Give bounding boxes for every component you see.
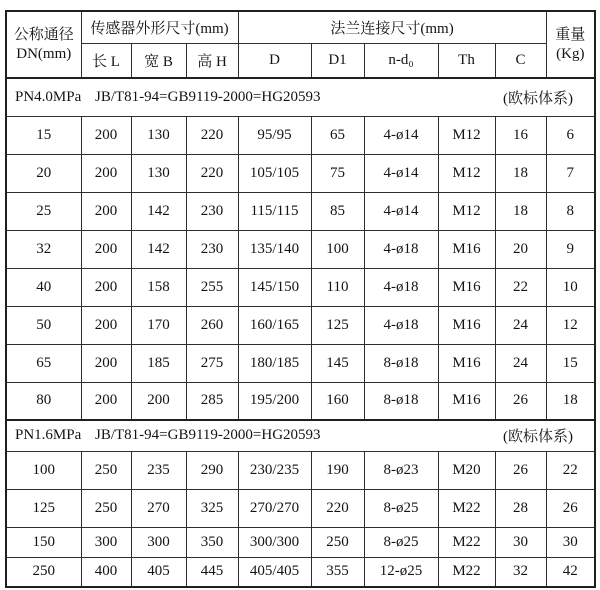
table-cell: 65 xyxy=(311,116,364,154)
table-cell: 160/165 xyxy=(238,306,311,344)
table-cell: 405/405 xyxy=(238,557,311,587)
table-row xyxy=(6,382,595,420)
table-cell: 200 xyxy=(81,192,131,230)
table-cell: 16 xyxy=(495,116,546,154)
table-cell: M22 xyxy=(438,527,495,557)
table-cell: 300 xyxy=(131,527,186,557)
pressure-section-content xyxy=(7,87,581,108)
pressure-section-row xyxy=(6,420,595,451)
dn-value-cell: 250 xyxy=(6,557,81,587)
table-cell: 115/115 xyxy=(238,192,311,230)
table-cell: 220 xyxy=(186,154,238,192)
table-cell: 105/105 xyxy=(238,154,311,192)
table-cell: 95/95 xyxy=(238,116,311,154)
pressure-rating-label: PN1.6MPa xyxy=(15,427,82,444)
table-cell: M16 xyxy=(438,382,495,420)
table-cell: 9 xyxy=(546,230,595,268)
table-cell: M16 xyxy=(438,306,495,344)
standard-system-note: (欧标体系) xyxy=(503,429,573,446)
table-cell: 135/140 xyxy=(238,230,311,268)
table-cell: 170 xyxy=(131,306,186,344)
table-cell: M12 xyxy=(438,116,495,154)
dn-value-cell: 20 xyxy=(6,154,81,192)
table-row xyxy=(6,557,595,587)
table-cell: 6 xyxy=(546,116,595,154)
table-cell: 200 xyxy=(81,268,131,306)
dn-value-cell: 150 xyxy=(6,527,81,557)
pressure-section-row xyxy=(6,78,595,116)
table-cell: M22 xyxy=(438,557,495,587)
col-header-weight xyxy=(546,11,595,78)
col-header-thread: Th xyxy=(438,43,495,78)
table-row xyxy=(6,489,595,527)
table-row xyxy=(6,527,595,557)
table-cell: 130 xyxy=(131,154,186,192)
weight-label-line1: 重量 xyxy=(555,26,586,43)
table-cell: 250 xyxy=(81,489,131,527)
table-cell: 8-ø25 xyxy=(364,527,438,557)
table-cell: 100 xyxy=(311,230,364,268)
table-cell: 350 xyxy=(186,527,238,557)
table-cell: 24 xyxy=(495,306,546,344)
table-cell: 158 xyxy=(131,268,186,306)
table-cell: 200 xyxy=(81,230,131,268)
table-cell: 22 xyxy=(495,268,546,306)
table-cell: 142 xyxy=(131,230,186,268)
table-cell: 445 xyxy=(186,557,238,587)
dn-value-cell: 32 xyxy=(6,230,81,268)
table-row xyxy=(6,451,595,489)
table-cell: 195/200 xyxy=(238,382,311,420)
table-cell: 200 xyxy=(81,116,131,154)
table-cell: 220 xyxy=(311,489,364,527)
table-cell: 190 xyxy=(311,451,364,489)
table-cell: 85 xyxy=(311,192,364,230)
table-cell: M20 xyxy=(438,451,495,489)
table-cell: 285 xyxy=(186,382,238,420)
table-cell: 4-ø18 xyxy=(364,306,438,344)
table-cell: 355 xyxy=(311,557,364,587)
table-cell: 20 xyxy=(495,230,546,268)
table-cell: 26 xyxy=(495,451,546,489)
dn-value-cell: 80 xyxy=(6,382,81,420)
table-cell: 405 xyxy=(131,557,186,587)
col-header-length: 长 L xyxy=(81,43,131,78)
table-cell: 255 xyxy=(186,268,238,306)
table-row xyxy=(6,192,595,230)
col-header-width: 宽 B xyxy=(131,43,186,78)
table-cell: M22 xyxy=(438,489,495,527)
pressure-section-cell xyxy=(6,78,595,116)
table-cell: 125 xyxy=(311,306,364,344)
table-cell: 26 xyxy=(546,489,595,527)
col-header-bolt-holes: n-d₀ xyxy=(364,43,438,78)
table-cell: 250 xyxy=(81,451,131,489)
table-cell: M16 xyxy=(438,230,495,268)
dn-label-line2: DN(mm) xyxy=(16,45,72,62)
table-row xyxy=(6,230,595,268)
table-cell: 200 xyxy=(81,306,131,344)
table-cell: 22 xyxy=(546,451,595,489)
table-cell: 4-ø18 xyxy=(364,230,438,268)
dn-value-cell: 65 xyxy=(6,344,81,382)
table-cell: 270 xyxy=(131,489,186,527)
table-cell: 300 xyxy=(81,527,131,557)
dn-value-cell: 100 xyxy=(6,451,81,489)
table-row xyxy=(6,306,595,344)
col-header-c: C xyxy=(495,43,546,78)
table-cell: 145 xyxy=(311,344,364,382)
table-cell: 260 xyxy=(186,306,238,344)
table-cell: 230 xyxy=(186,192,238,230)
col-group-sensor-dimensions: 传感器外形尺寸(mm) xyxy=(81,11,238,43)
table-header xyxy=(6,11,595,78)
table-row xyxy=(6,344,595,382)
dn-value-cell: 25 xyxy=(6,192,81,230)
dn-value-cell: 40 xyxy=(6,268,81,306)
table-cell: 250 xyxy=(311,527,364,557)
table-cell: 75 xyxy=(311,154,364,192)
table-cell: 26 xyxy=(495,382,546,420)
table-cell: 275 xyxy=(186,344,238,382)
pressure-section-cell xyxy=(6,420,595,451)
table-cell: 230/235 xyxy=(238,451,311,489)
table-cell: 230 xyxy=(186,230,238,268)
table-cell: 30 xyxy=(495,527,546,557)
table-cell: 180/185 xyxy=(238,344,311,382)
col-header-d: D xyxy=(238,43,311,78)
table-cell: 4-ø14 xyxy=(364,116,438,154)
table-cell: 160 xyxy=(311,382,364,420)
table-cell: 15 xyxy=(546,344,595,382)
table-row xyxy=(6,116,595,154)
table-cell: 4-ø14 xyxy=(364,192,438,230)
table-cell: 142 xyxy=(131,192,186,230)
standard-code-label: JB/T81-94=GB9119-2000=HG20593 xyxy=(95,427,321,444)
weight-label-line2: (Kg) xyxy=(556,45,585,62)
table-cell: 8-ø18 xyxy=(364,344,438,382)
table-cell: 32 xyxy=(495,557,546,587)
table-cell: 300/300 xyxy=(238,527,311,557)
pressure-section-content xyxy=(7,425,581,446)
header-row-subcolumns xyxy=(6,43,595,78)
table-body xyxy=(6,78,595,587)
table-cell: M16 xyxy=(438,268,495,306)
col-group-flange-dimensions: 法兰连接尺寸(mm) xyxy=(238,11,546,43)
flange-spec-table xyxy=(5,10,596,588)
standard-system-note: (欧标体系) xyxy=(503,90,573,107)
table-cell: 7 xyxy=(546,154,595,192)
table-cell: 270/270 xyxy=(238,489,311,527)
header-row-groups xyxy=(6,11,595,43)
table-cell: 200 xyxy=(81,382,131,420)
table-cell: 400 xyxy=(81,557,131,587)
table-cell: 110 xyxy=(311,268,364,306)
pressure-rating-label: PN4.0MPa xyxy=(15,88,82,105)
table-cell: 200 xyxy=(81,154,131,192)
table-cell: 28 xyxy=(495,489,546,527)
table-cell: 12-ø25 xyxy=(364,557,438,587)
table-cell: 8-ø18 xyxy=(364,382,438,420)
table-cell: M12 xyxy=(438,154,495,192)
table-cell: 4-ø18 xyxy=(364,268,438,306)
col-header-height: 高 H xyxy=(186,43,238,78)
col-header-nominal-diameter xyxy=(6,11,81,78)
table-cell: M12 xyxy=(438,192,495,230)
table-cell: 200 xyxy=(131,382,186,420)
table-cell: M16 xyxy=(438,344,495,382)
table-cell: 18 xyxy=(495,192,546,230)
dn-value-cell: 50 xyxy=(6,306,81,344)
table-cell: 325 xyxy=(186,489,238,527)
table-cell: 30 xyxy=(546,527,595,557)
table-cell: 12 xyxy=(546,306,595,344)
table-cell: 200 xyxy=(81,344,131,382)
standard-code-label: JB/T81-94=GB9119-2000=HG20593 xyxy=(95,88,321,105)
dn-label-line1: 公称通径 xyxy=(13,26,74,43)
table-cell: 185 xyxy=(131,344,186,382)
table-cell: 8-ø23 xyxy=(364,451,438,489)
table-cell: 18 xyxy=(546,382,595,420)
col-header-d1: D1 xyxy=(311,43,364,78)
dn-value-cell: 15 xyxy=(6,116,81,154)
table-cell: 18 xyxy=(495,154,546,192)
table-row xyxy=(6,268,595,306)
table-cell: 130 xyxy=(131,116,186,154)
table-row xyxy=(6,154,595,192)
table-cell: 8 xyxy=(546,192,595,230)
table-cell: 290 xyxy=(186,451,238,489)
table-cell: 10 xyxy=(546,268,595,306)
table-cell: 42 xyxy=(546,557,595,587)
table-cell: 4-ø14 xyxy=(364,154,438,192)
dn-value-cell: 125 xyxy=(6,489,81,527)
table-cell: 8-ø25 xyxy=(364,489,438,527)
table-cell: 145/150 xyxy=(238,268,311,306)
table-cell: 24 xyxy=(495,344,546,382)
table-cell: 235 xyxy=(131,451,186,489)
table-cell: 220 xyxy=(186,116,238,154)
